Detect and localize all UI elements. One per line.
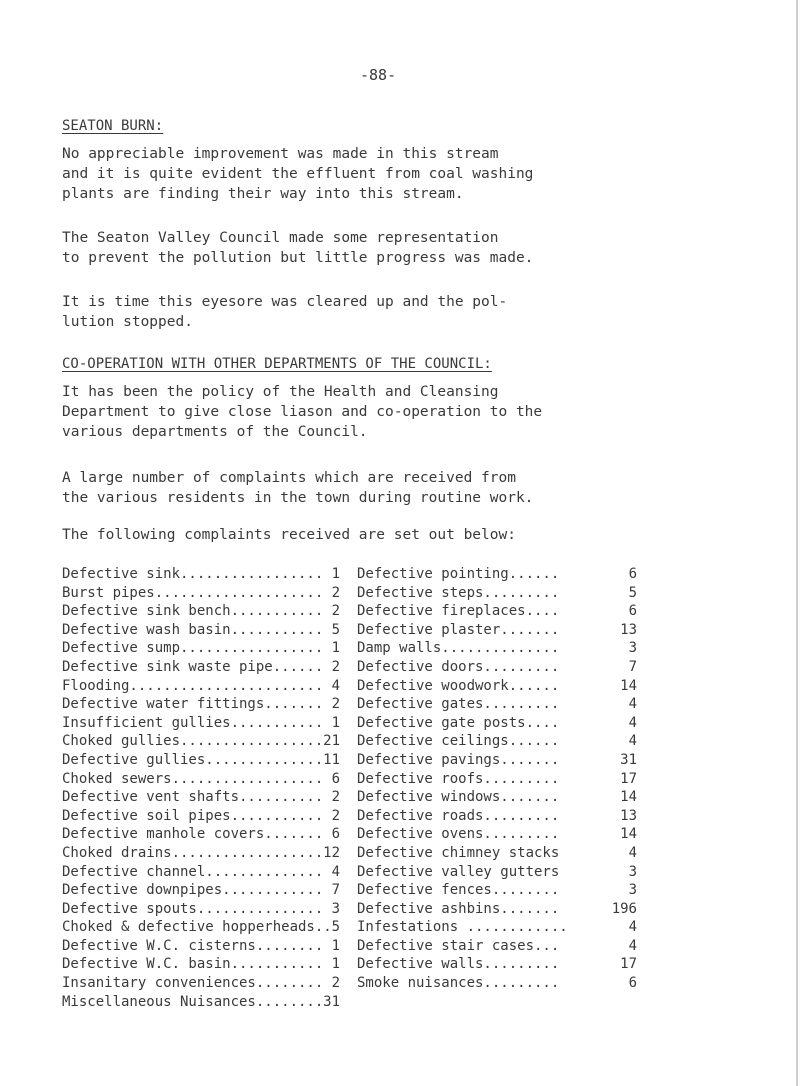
complaint-row	[62, 955, 702, 974]
complaint-row	[62, 900, 702, 919]
complaint-row	[62, 732, 702, 751]
complaint-right-count: 31	[620, 751, 637, 768]
complaint-row	[62, 844, 702, 863]
complaint-right-label: Defective gates.........	[357, 696, 560, 713]
complaint-left-label: Defective wash basin...........	[62, 621, 324, 638]
complaint-row	[62, 639, 702, 658]
co-operation-paragraph-2: A large number of complaints which are received from the various residents in the town during routine work.	[62, 470, 534, 506]
complaint-left-label: Choked sewers..................	[62, 770, 324, 787]
complaint-right-label: Defective walls.........	[357, 956, 560, 973]
complaint-right-count: 4	[628, 696, 637, 713]
complaint-left-count: 31	[323, 993, 340, 1010]
complaint-right-count: 17	[620, 956, 637, 973]
complaint-right-count: 3	[628, 882, 637, 899]
complaint-right-count: 6	[628, 975, 637, 992]
complaint-right-count: 4	[628, 937, 637, 954]
complaint-left-count: 5	[331, 919, 340, 936]
complaint-right-label: Defective pointing......	[357, 566, 560, 582]
seaton-burn-heading: SEATON BURN:	[62, 118, 164, 134]
complaint-left-label: Defective sink bench...........	[62, 603, 324, 620]
complaint-left-count: 1	[331, 937, 340, 954]
page-number: -88-	[360, 66, 397, 84]
complaint-left-label: Defective sump.................	[62, 640, 324, 657]
seaton-burn-paragraph-1: No appreciable improvement was made in this stream and it is quite evident the effluent from coal washing plants are finding their way into this stream.	[62, 146, 534, 202]
complaint-right-count: 14	[620, 677, 637, 694]
complaint-left-label: Burst pipes....................	[62, 584, 324, 601]
complaint-left-label: Defective vent shafts..........	[62, 789, 324, 806]
complaint-row	[62, 621, 702, 640]
complaint-left-label: Insanitary conveniences........	[62, 975, 324, 992]
complaint-left-count: 6	[331, 770, 340, 787]
complaint-right-label: Defective plaster.......	[357, 621, 560, 638]
complaint-right-label: Defective ovens.........	[357, 826, 560, 843]
complaint-row	[62, 993, 702, 1012]
complaint-right-label: Defective roofs.........	[357, 770, 560, 787]
complaint-left-label: Defective W.C. cisterns........	[62, 937, 324, 954]
complaint-right-count: 3	[628, 640, 637, 657]
complaint-right-label: Defective ashbins.......	[357, 900, 560, 917]
complaint-right-count: 17	[620, 770, 637, 787]
complaint-right-count: 14	[620, 789, 637, 806]
complaint-left-label: Defective manhole covers.......	[62, 826, 324, 843]
complaint-left-count: 2	[331, 603, 340, 620]
complaint-row	[62, 602, 702, 621]
complaint-left-label: Defective sink.................	[62, 566, 324, 582]
complaint-row	[62, 565, 702, 584]
complaint-right-label: Defective ceilings......	[357, 733, 560, 750]
complaint-right-label: Defective valley gutters	[357, 863, 560, 880]
complaint-right-count: 7	[628, 658, 637, 675]
complaint-row	[62, 751, 702, 770]
complaint-left-label: Choked drains..................	[62, 844, 324, 861]
complaint-left-count: 3	[331, 900, 340, 917]
complaint-right-count: 3	[628, 863, 637, 880]
complaint-left-label: Choked & defective hopperheads..	[62, 919, 332, 936]
complaint-left-label: Defective soil pipes...........	[62, 807, 324, 824]
complaint-left-label: Defective spouts...............	[62, 900, 324, 917]
complaint-left-count: 2	[331, 789, 340, 806]
complaint-left-count: 1	[331, 956, 340, 973]
complaint-right-count: 5	[628, 584, 637, 601]
complaint-left-count: 1	[331, 714, 340, 731]
complaint-right-count: 6	[628, 566, 637, 582]
complaint-row	[62, 714, 702, 733]
complaint-row	[62, 658, 702, 677]
complaint-left-label: Defective water fittings.......	[62, 696, 324, 713]
complaint-left-label: Flooding.......................	[62, 677, 324, 694]
complaint-left-count: 11	[323, 751, 340, 768]
complaint-row	[62, 677, 702, 696]
complaint-left-label: Defective W.C. basin...........	[62, 956, 324, 973]
complaint-left-label: Miscellaneous Nuisances........	[62, 993, 324, 1010]
complaint-row	[62, 918, 702, 937]
complaint-left-label: Defective downpipes............	[62, 882, 324, 899]
seaton-burn-paragraph-2: The Seaton Valley Council made some representation to prevent the pollution but little progress was made.	[62, 230, 534, 266]
complaint-row	[62, 807, 702, 826]
complaint-right-count: 4	[628, 844, 637, 861]
complaint-row	[62, 825, 702, 844]
complaint-right-label: Defective gate posts....	[357, 714, 560, 731]
complaint-right-count: 196	[611, 900, 637, 917]
complaint-left-count: 2	[331, 658, 340, 675]
complaint-right-label: Defective steps.........	[357, 584, 560, 601]
complaint-row	[62, 937, 702, 956]
complaint-right-count: 13	[620, 807, 637, 824]
complaint-right-count: 13	[620, 621, 637, 638]
complaint-left-count: 21	[323, 733, 340, 750]
complaint-left-count: 2	[331, 584, 340, 601]
complaint-right-label: Defective windows.......	[357, 789, 560, 806]
co-operation-heading: CO-OPERATION WITH OTHER DEPARTMENTS OF THE COUNCIL:	[62, 356, 492, 372]
complaint-left-label: Insufficient gullies...........	[62, 714, 324, 731]
complaint-left-label: Defective gullies..............	[62, 751, 324, 768]
complaint-row	[62, 974, 702, 993]
complaint-left-count: 1	[331, 566, 340, 582]
complaints-table	[62, 565, 702, 1011]
co-operation-paragraph-1: It has been the policy of the Health and Cleansing Department to give close liason and co-operation to the various departments of the Council.	[62, 384, 543, 440]
complaint-left-count: 4	[331, 863, 340, 880]
complaint-row	[62, 788, 702, 807]
complaint-right-label: Defective chimney stacks	[357, 844, 560, 861]
complaint-right-label: Smoke nuisances.........	[357, 975, 560, 992]
complaint-left-count: 2	[331, 696, 340, 713]
complaint-right-label: Damp walls..............	[357, 640, 560, 657]
complaint-right-label: Defective stair cases...	[357, 937, 560, 954]
complaint-left-count: 12	[323, 844, 340, 861]
complaint-left-count: 4	[331, 677, 340, 694]
complaint-right-label: Infestations ............	[357, 919, 568, 936]
complaint-row	[62, 770, 702, 789]
complaint-left-count: 6	[331, 826, 340, 843]
complaint-row	[62, 881, 702, 900]
complaint-right-count: 6	[628, 603, 637, 620]
complaint-left-count: 7	[331, 882, 340, 899]
complaint-left-count: 1	[331, 640, 340, 657]
complaint-left-label: Choked gullies.................	[62, 733, 324, 750]
complaint-left-count: 5	[331, 621, 340, 638]
complaint-left-count: 2	[331, 975, 340, 992]
complaint-right-count: 4	[628, 714, 637, 731]
complaint-right-count: 4	[628, 733, 637, 750]
complaint-row	[62, 695, 702, 714]
complaint-left-label: Defective channel..............	[62, 863, 324, 880]
complaint-right-count: 4	[628, 919, 637, 936]
complaint-left-count: 2	[331, 807, 340, 824]
co-operation-paragraph-3: The following complaints received are set out below:	[62, 527, 516, 543]
complaint-right-label: Defective woodwork......	[357, 677, 560, 694]
complaint-right-label: Defective fences........	[357, 882, 560, 899]
complaint-right-label: Defective pavings.......	[357, 751, 560, 768]
complaint-right-label: Defective roads.........	[357, 807, 560, 824]
complaint-right-label: Defective fireplaces....	[357, 603, 560, 620]
complaint-right-label: Defective doors.........	[357, 658, 560, 675]
seaton-burn-paragraph-3: It is time this eyesore was cleared up and the pol- lution stopped.	[62, 294, 508, 330]
complaint-row	[62, 584, 702, 603]
complaint-left-label: Defective sink waste pipe......	[62, 658, 324, 675]
complaint-row	[62, 863, 702, 882]
complaint-right-count: 14	[620, 826, 637, 843]
scan-edge-line	[796, 0, 798, 1086]
